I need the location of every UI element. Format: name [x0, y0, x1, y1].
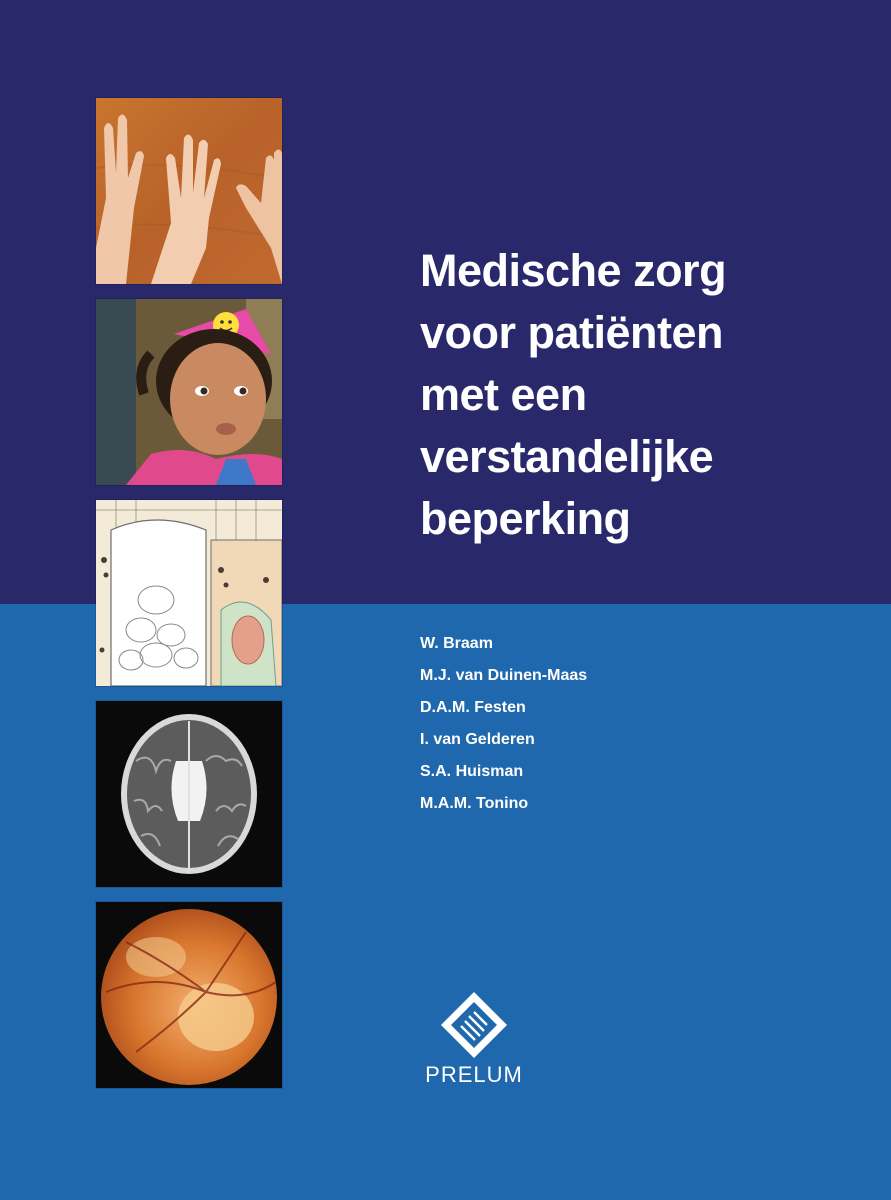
- brain-mri: [96, 701, 282, 887]
- hands-photo: [96, 98, 282, 284]
- author-name: I. van Gelderen: [420, 731, 535, 748]
- title-line: Medische zorg: [420, 245, 727, 296]
- author-name: D.A.M. Festen: [420, 699, 526, 716]
- histology-drawing: [96, 500, 282, 686]
- author-name: M.A.M. Tonino: [420, 795, 529, 812]
- publisher-block: [410, 990, 538, 1088]
- author-name: M.J. van Duinen-Maas: [420, 667, 588, 684]
- title-line: voor patiënten: [420, 307, 724, 358]
- publisher-name: PRELUM: [425, 1062, 523, 1087]
- publisher-logo-icon: [439, 990, 509, 1060]
- author-name: S.A. Huisman: [420, 763, 524, 780]
- author-list: [420, 628, 587, 820]
- child-photo: [96, 299, 282, 485]
- title-line: verstandelijke: [420, 431, 714, 482]
- title-line: met een: [420, 369, 587, 420]
- retina-fundus: [96, 902, 282, 1088]
- book-title: [420, 240, 880, 550]
- author-name: W. Braam: [420, 635, 493, 652]
- title-line: beperking: [420, 493, 631, 544]
